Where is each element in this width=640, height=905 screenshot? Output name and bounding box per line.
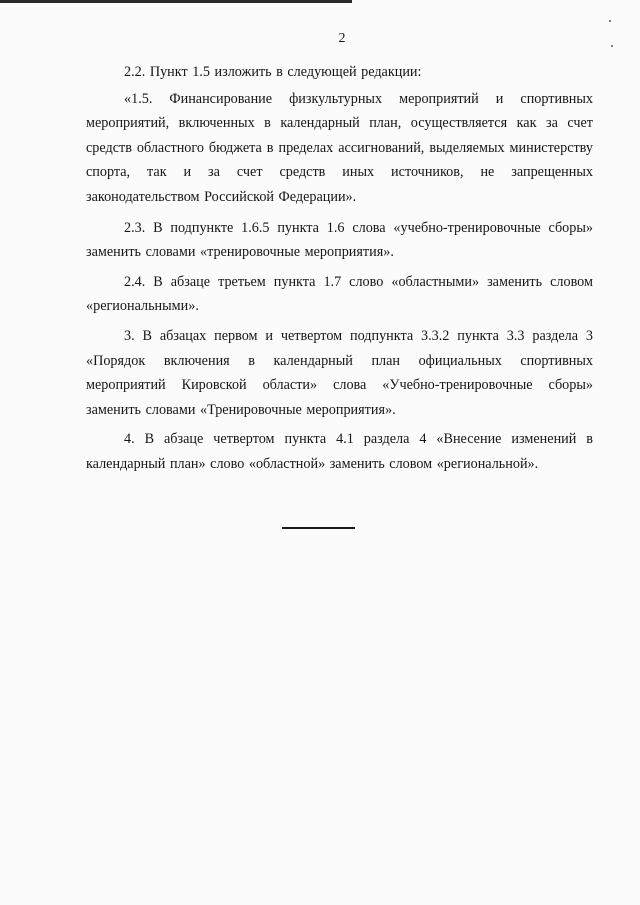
paragraph-3: 3. В абзацах первом и четвертом подпункта 3.3.2 пункта 3.3 раздела 3 «Порядок включения в календарный план официальных спортивных мероприятий Кировской области» слова «Учебно-тренировочные сборы» заменить словами «Тренировочные мероприятия». bbox=[86, 327, 593, 418]
paragraph-2-4: 2.4. В абзаце третьем пункта 1.7 слово «областными» заменить словом «региональными». bbox=[86, 273, 593, 315]
document-body bbox=[86, 60, 593, 482]
top-border-line bbox=[0, 0, 352, 3]
scan-speck bbox=[609, 20, 611, 22]
paragraph-2-2: 2.2. Пункт 1.5 изложить в следующей редакции: bbox=[124, 64, 422, 80]
page-number: 2 bbox=[338, 31, 346, 46]
paragraph-4: 4. В абзаце четвертом пункта 4.1 раздела 4 «Внесение изменений в календарный план» слово «областной» заменить словом «региональной». bbox=[86, 431, 593, 472]
end-separator-line bbox=[282, 527, 355, 529]
paragraph-1-5-quote: «1.5. Финансирование физкультурных мероприятий и спортивных мероприятий, включенных в календарный план, осуществляется как за счет средств областного бюджета в пределах ассигнований, выделяемых министерству спорта, так и за счет средств иных источников, не запрещенных законодательством Российской Федерации». bbox=[86, 90, 593, 205]
paragraph-2-3: 2.3. В подпункте 1.6.5 пункта 1.6 слова «учебно-тренировочные сборы» заменить словами «тренировочные мероприятия». bbox=[86, 219, 593, 261]
